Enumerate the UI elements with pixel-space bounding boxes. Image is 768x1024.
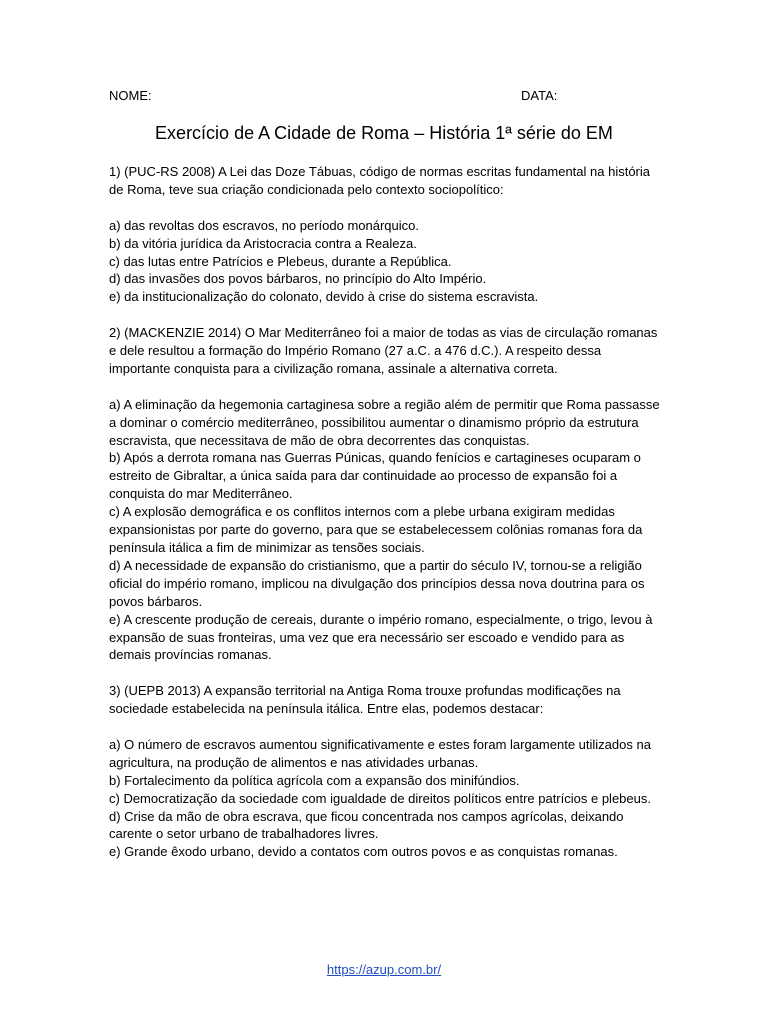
option-item: d) Crise da mão de obra escrava, que ficou concentrada nos campos agrícolas, deixando carente o setor urbano de trabalhadores livres. bbox=[109, 808, 624, 842]
option-item: e) da institucionalização do colonato, devido à crise do sistema escravista. bbox=[109, 289, 539, 305]
option-item: b) Após a derrota romana nas Guerras Púnicas, quando fenícios e cartagineses ocuparam o estreito de Gibraltar, a única saída para dar continuidade ao processo de expansão foi a conquista do mar Mediterrâneo. bbox=[109, 450, 641, 502]
question-1 bbox=[109, 163, 661, 306]
option-item: b) da vitória jurídica da Aristocracia contra a Realeza. bbox=[109, 235, 417, 251]
question-text: 2) (MACKENZIE 2014) O Mar Mediterrâneo foi a maior de todas as vias de circulação romanas e dele resultou a formação do Império Romano (27 a.C. a 476 d.C.). A respeito dessa importante conquista para a civilização romana, assinale a alternativa correta. bbox=[109, 325, 658, 376]
header-row bbox=[109, 88, 669, 106]
option-item: e) A crescente produção de cereais, durante o império romano, especialmente, o trigo, levou à expansão de suas fronteiras, uma vez que era necessário ser escoado e vendido para as demais províncias romanas. bbox=[109, 611, 653, 663]
questions-container bbox=[109, 163, 661, 879]
question-3 bbox=[109, 682, 661, 861]
option-item: a) A eliminação da hegemonia cartaginesa sobre a região além de permitir que Roma passasse a dominar o comércio mediterrâneo, possibilitou aumentar o dinamismo próprio da estrutura escravista, que necessitava de mão de obra decorrentes das conquistas. bbox=[109, 396, 660, 448]
option-item: c) Democratização da sociedade com igualdade de direitos políticos entre patrícios e plebeus. bbox=[109, 790, 651, 806]
options-list bbox=[109, 217, 661, 307]
option-item: d) das invasões dos povos bárbaros, no princípio do Alto Império. bbox=[109, 271, 487, 287]
options-list bbox=[109, 396, 661, 665]
question-text: 3) (UEPB 2013) A expansão territorial na Antiga Roma trouxe profundas modificações na sociedade estabelecida na península itálica. Entre elas, podemos destacar: bbox=[109, 683, 621, 717]
options-list bbox=[109, 736, 661, 861]
option-item: a) O número de escravos aumentou significativamente e estes foram largamente utilizados na agricultura, na produção de alimentos e nas atividades urbanas. bbox=[109, 736, 651, 770]
name-label: NOME: bbox=[109, 88, 152, 103]
question-2 bbox=[109, 324, 661, 664]
footer bbox=[0, 962, 768, 977]
footer-link[interactable]: https://azup.com.br/ bbox=[326, 962, 442, 977]
option-item: c) A explosão demográfica e os conflitos internos com a plebe urbana exigiram medidas expansionistas por parte do governo, para que se estabelecessem colônias romanas fora da península itálica a fim de minimizar as tensões sociais. bbox=[109, 504, 643, 555]
option-item: c) das lutas entre Patrícios e Plebeus, durante a República. bbox=[109, 253, 452, 269]
date-label: DATA: bbox=[521, 88, 558, 103]
option-item: d) A necessidade de expansão do cristianismo, que a partir do século IV, tornou-se a religião oficial do império romano, implicou na divulgação dos princípios dessa nova doutrina para os povos bárbaros. bbox=[109, 557, 645, 609]
question-text: 1) (PUC-RS 2008) A Lei das Doze Tábuas, código de normas escritas fundamental na história de Roma, teve sua criação condicionada pelo contexto sociopolítico: bbox=[109, 164, 650, 197]
option-item: e) Grande êxodo urbano, devido a contatos com outros povos e as conquistas romanas. bbox=[109, 844, 618, 860]
option-item: a) das revoltas dos escravos, no período monárquico. bbox=[109, 217, 420, 233]
option-item: b) Fortalecimento da política agrícola com a expansão dos minifúndios. bbox=[109, 772, 520, 788]
page-title: Exercício de A Cidade de Roma – História 1ª série do EM bbox=[155, 123, 613, 143]
